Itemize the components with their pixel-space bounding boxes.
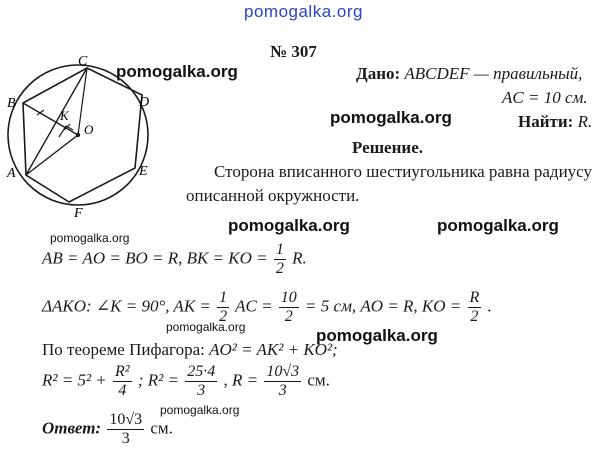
line1-right: R.: [292, 248, 307, 268]
line2-d: .: [487, 296, 492, 316]
line4-b: ; R² =: [137, 370, 179, 390]
center-point: [76, 133, 80, 137]
fraction: [185, 364, 217, 399]
numerator: R²: [115, 363, 130, 380]
pythagoras-label: По теореме Пифагора:: [42, 340, 205, 359]
solution-heading: Решение.: [352, 138, 423, 157]
solution-text-line1: Сторона вписанного шестиугольника равна радиусу: [214, 162, 592, 181]
math-line-3: [42, 340, 338, 360]
watermark: pomogalka.org: [228, 216, 350, 235]
fraction: [274, 242, 286, 277]
segment-ao: [26, 135, 78, 175]
solution-text-line2: описанной окружности.: [186, 186, 360, 205]
problem-number: № 307: [270, 42, 317, 61]
line2-a: ΔAKO: ∠K = 90°, AK =: [42, 296, 211, 316]
watermark: pomogalka.org: [316, 326, 438, 345]
given-line: [356, 64, 582, 84]
denominator: 3: [278, 382, 287, 399]
find-label: Найти:: [518, 112, 574, 131]
line2-b: AC =: [235, 296, 273, 316]
point-label-k: K: [60, 108, 69, 123]
numerator: 10√3: [266, 363, 300, 380]
point-label-o: O: [84, 122, 94, 137]
numerator: 10√3: [109, 411, 143, 428]
line4-unit: см.: [307, 370, 330, 390]
fraction: [468, 290, 482, 325]
math-line-2: [42, 290, 492, 325]
answer-label: Ответ:: [42, 418, 102, 438]
watermark: pomogalka.org: [50, 231, 130, 245]
denominator: 3: [121, 430, 130, 447]
watermark-top: pomogalka.org: [244, 2, 363, 21]
vertex-label-e: E: [139, 164, 148, 179]
vertex-label-c: C: [78, 55, 88, 69]
denominator: 4: [118, 382, 127, 399]
line1-left: AB = AO = BO = R, BK = KO =: [42, 248, 268, 268]
watermark: pomogalka.org: [330, 108, 452, 127]
fraction: [113, 364, 132, 399]
vertex-label-d: D: [139, 95, 150, 110]
fraction: [264, 364, 301, 399]
denominator: 2: [275, 260, 284, 277]
given-value: ABCDEF — правильный,: [404, 64, 583, 83]
numerator: 10: [280, 289, 297, 306]
given-line2: AC = 10 см.: [502, 88, 588, 107]
denominator: 2: [470, 308, 479, 325]
watermark: pomogalka.org: [437, 216, 559, 235]
math-line-4: [42, 364, 330, 399]
given-label: Дано:: [356, 64, 401, 83]
line4-c: , R =: [223, 370, 259, 390]
numerator: 1: [275, 241, 284, 258]
pythagoras-formula: AO² = AK² + KO²;: [209, 340, 338, 359]
numerator: 25·4: [187, 363, 216, 380]
vertex-label-f: F: [74, 206, 83, 221]
watermark: pomogalka.org: [116, 62, 238, 81]
hexagon: [23, 68, 142, 202]
math-line-1: [42, 242, 307, 277]
denominator: 2: [219, 308, 228, 325]
vertex-label-a: A: [7, 166, 16, 181]
denominator: 3: [197, 382, 206, 399]
answer-line: [42, 412, 173, 447]
fraction: [107, 412, 144, 447]
watermark: pomogalka.org: [166, 320, 246, 334]
answer-unit: см.: [150, 418, 173, 438]
fraction: [217, 290, 229, 325]
numerator: R: [469, 289, 480, 306]
watermark: pomogalka.org: [160, 403, 240, 417]
line2-c: = 5 см, AO = R, KO =: [305, 296, 462, 316]
fraction: [279, 290, 299, 325]
hexagon-diagram: [0, 55, 180, 225]
numerator: 1: [219, 289, 228, 306]
vertex-label-b: B: [7, 96, 16, 111]
line4-a: R² = 5² +: [42, 370, 107, 390]
find-line: [518, 112, 592, 132]
denominator: 2: [284, 308, 293, 325]
segment-bo: [23, 103, 78, 135]
find-value: R.: [577, 112, 593, 131]
